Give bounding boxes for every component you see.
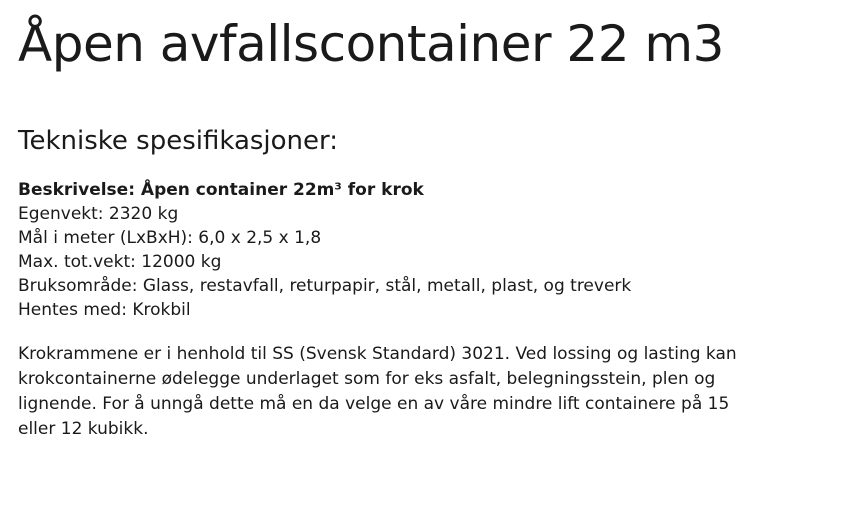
- spec-heading: Beskrivelse: Åpen container 22m³ for krok: [18, 180, 424, 200]
- spec-pickup: Hentes med: Krokbil: [18, 300, 191, 320]
- spec-weight: Egenvekt: 2320 kg: [18, 204, 179, 224]
- spec-usage: Bruksområde: Glass, restavfall, returpapir, stål, metall, plast, og treverk: [18, 276, 632, 296]
- description-line: krokcontainerne ødelegge underlaget som for eks asfalt, belegningsstein, plen og: [18, 369, 716, 389]
- description-line: eller 12 kubikk.: [18, 419, 149, 439]
- description-line: Krokrammene er i henhold til SS (Svensk Standard) 3021. Ved lossing og lasting kan: [18, 344, 737, 364]
- product-page: [18, 0, 848, 442]
- page-title: Åpen avfallscontainer 22 m3: [18, 15, 724, 73]
- spec-max-weight: Max. tot.vekt: 12000 kg: [18, 252, 222, 272]
- section-title: Tekniske spesifikasjoner:: [18, 126, 339, 156]
- spec-list: [18, 178, 848, 322]
- description-line: lignende. For å unngå dette må en da velge en av våre mindre lift containere på 15: [18, 394, 730, 414]
- description-paragraph: [18, 342, 848, 442]
- spec-dimensions: Mål i meter (LxBxH): 6,0 x 2,5 x 1,8: [18, 228, 322, 248]
